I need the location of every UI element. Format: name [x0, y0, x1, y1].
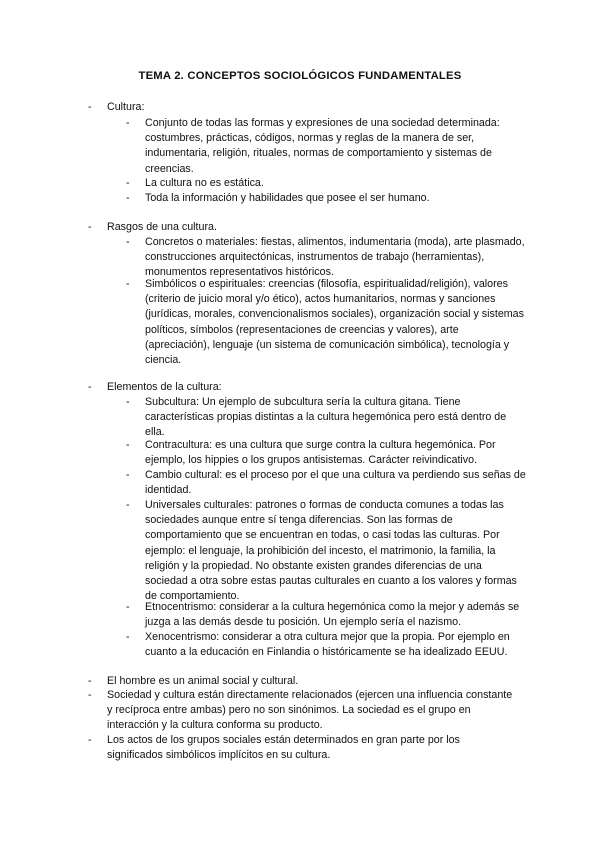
statement-text: El hombre es un animal social y cultural.: [107, 675, 299, 687]
list-item: [126, 395, 526, 441]
list-item-text: Concretos o materiales: fiestas, alimentos, indumentaria (moda), arte plasmado, construcciones arquitectónicas, instrumentos de trabajo (herramientas), monumentos representativos históricos.: [145, 236, 525, 279]
list-item: [126, 235, 526, 281]
list-item-text: Simbólicos o espirituales: creencias (filosofía, espiritualidad/religión), valores (criterio de juicio moral y/o ético), actos humanitarios, normas y sanciones (jurídicas, morales, convencionalismos sociales), organización social y sistemas políticos, símbolos (representaciones de creencias y valores), arte (apreciación), lenguaje (un sistema de comunicación simbólica), tecnología y ciencia.: [145, 278, 524, 367]
list-item-text: Contracultura: es una cultura que surge contra la cultura hegemónica. Por ejemplo, los hippies o los grupos antisistemas. Carácter reivindicativo.: [145, 439, 496, 467]
bullet-dash: -: [126, 236, 130, 248]
list-item: [126, 468, 526, 498]
list-item: [126, 498, 526, 604]
list-item-text: La cultura no es estática.: [145, 177, 264, 189]
section-elementos: [88, 380, 518, 395]
bullet-dash: -: [126, 601, 130, 613]
section-rasgos: [88, 220, 518, 235]
bullet-dash: -: [126, 396, 130, 408]
bullet-dash: -: [88, 381, 92, 393]
bullet-dash: -: [126, 177, 130, 189]
statement: [88, 688, 518, 734]
bullet-dash: -: [88, 734, 92, 746]
section-cultura: [88, 100, 518, 115]
list-item-text: Conjunto de todas las formas y expresiones de una sociedad determinada: costumbres, prácticas, códigos, normas y reglas de la manera de ser, indumentaria, religión, rituales, normas de comportamiento y sistemas de creencias.: [145, 117, 500, 175]
bullet-dash: -: [126, 192, 130, 204]
bullet-dash: -: [88, 221, 92, 233]
statement: [88, 674, 518, 689]
list-item: [126, 438, 526, 468]
list-item-text: Cambio cultural: es el proceso por el que una cultura va perdiendo sus señas de identidad.: [145, 469, 526, 497]
statement-text: Sociedad y cultura están directamente relacionados (ejercen una influencia constante y recíproca entre ambas) pero no son sinónimos. La sociedad es el grupo en interacción y la cultura conforma su producto.: [107, 689, 513, 732]
section-label: Elementos de la cultura:: [107, 381, 222, 393]
bullet-dash: -: [126, 117, 130, 129]
list-item-text: Etnocentrismo: considerar a la cultura hegemónica como la mejor y además se juzga a las demás desde tu posición. Un ejemplo sería el nazismo.: [145, 601, 520, 629]
bullet-dash: -: [88, 675, 92, 687]
list-item-text: Subcultura: Un ejemplo de subcultura sería la cultura gitana. Tiene características propias distintas a la cultura hegemónica pero está dentro de ella.: [145, 396, 507, 439]
section-label: Cultura:: [107, 101, 145, 113]
list-item-text: Toda la información y habilidades que posee el ser humano.: [145, 192, 430, 204]
list-item-text: Universales culturales: patrones o formas de conducta comunes a todas las sociedades aunque entre sí tenga diferencias. Son las formas de comportamiento que se encuentran en todas, o casi todas las culturas. Por ejemplo: el lenguaje, la prohibición del incesto, el matrimonio, la familia, la religión y la propiedad. No obstante existen grandes diferencias de una sociedad a otra sobre estas pautas culturales en cuanto a los valores y formas de comportamiento.: [145, 499, 517, 603]
list-item-text: Xenocentrismo: considerar a otra cultura mejor que la propia. Por ejemplo en cuanto a la educación en Finlandia o históricamente se ha idealizado EEUU.: [145, 631, 510, 659]
bullet-dash: -: [126, 439, 130, 451]
list-item: [126, 630, 526, 660]
bullet-dash: -: [88, 101, 92, 113]
list-item: [126, 191, 526, 206]
bullet-dash: -: [126, 499, 130, 511]
list-item: [126, 116, 526, 177]
bullet-dash: -: [126, 278, 130, 290]
list-item: [126, 600, 526, 630]
statement: [88, 733, 518, 763]
bullet-dash: -: [88, 689, 92, 701]
statement-text: Los actos de los grupos sociales están determinados en gran parte por los significados simbólicos implícitos en su cultura.: [107, 734, 460, 762]
list-item: [126, 277, 526, 368]
list-item: [126, 176, 526, 191]
bullet-dash: -: [126, 469, 130, 481]
bullet-dash: -: [126, 631, 130, 643]
section-label: Rasgos de una cultura.: [107, 221, 217, 233]
document-title: TEMA 2. CONCEPTOS SOCIOLÓGICOS FUNDAMENTALES: [138, 70, 462, 82]
